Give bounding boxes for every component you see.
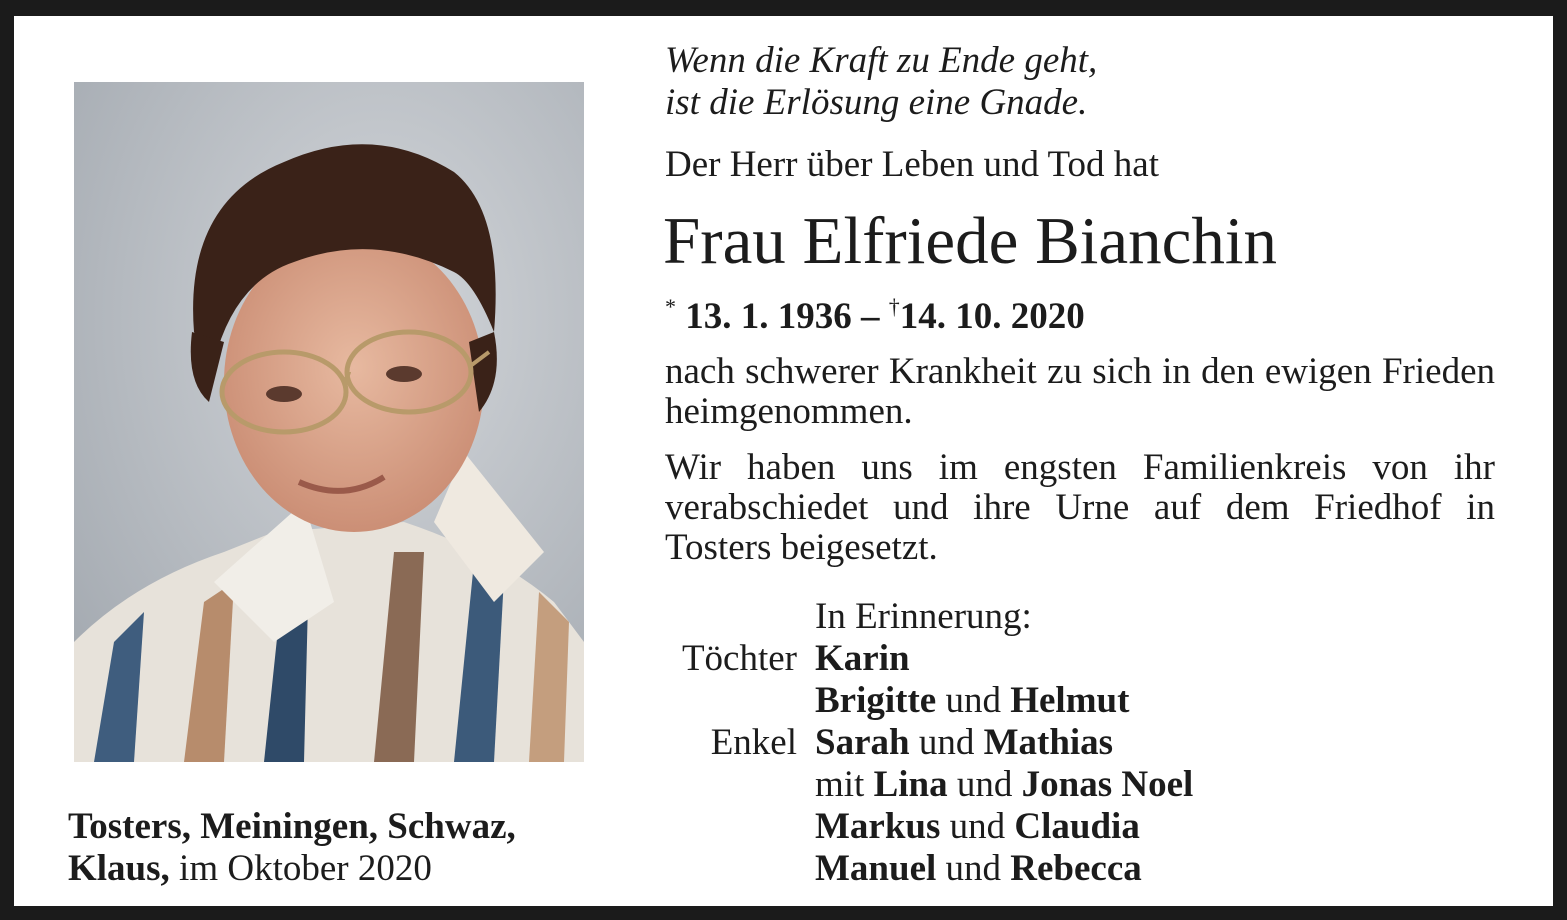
family-names <box>815 764 1193 806</box>
life-dates <box>665 285 1085 339</box>
family-prefix: mit <box>815 764 865 805</box>
date-dash: – <box>861 296 880 337</box>
place-line-2-bold: Klaus, <box>68 848 170 889</box>
family-names <box>815 680 1129 722</box>
family-name-1: Brigitte <box>815 680 937 721</box>
motto-line-2: ist die Erlösung eine Gnade. <box>665 82 1088 123</box>
death-symbol: † <box>888 294 900 319</box>
motto-quote <box>665 40 1097 124</box>
birth-symbol: * <box>665 294 676 319</box>
family-name-1: Manuel <box>815 848 937 889</box>
family-names <box>815 806 1140 848</box>
family-name-2: Claudia <box>1014 806 1140 847</box>
family-name-1: Markus <box>815 806 941 847</box>
motto-line-1: Wenn die Kraft zu Ende geht, <box>665 40 1098 81</box>
family-name-2: Rebecca <box>1010 848 1142 889</box>
paragraph-urne: Wir haben uns im engsten Familienkreis von ihr verabschiedet und ihre Urne auf dem Friedhof in Tosters beigesetzt. <box>665 447 1495 568</box>
portrait-photo <box>74 82 584 762</box>
family-name-1: Karin <box>815 638 910 679</box>
family-joiner: und <box>949 806 1006 847</box>
portrait-illustration <box>74 82 584 762</box>
birth-date: 13. 1. 1936 <box>685 296 852 337</box>
family-role: Enkel <box>710 722 797 763</box>
remembrance-label: In Erinnerung: <box>815 596 1032 637</box>
family-names <box>815 638 910 680</box>
family-role: Töchter <box>681 638 797 679</box>
family-joiner: und <box>945 848 1002 889</box>
death-date: 14. 10. 2020 <box>899 296 1085 337</box>
place-line-2 <box>68 848 432 890</box>
family-name-2: Helmut <box>1010 680 1130 721</box>
family-joiner: und <box>945 680 1001 721</box>
family-names <box>815 722 1113 764</box>
family-name-1: Lina <box>873 764 948 805</box>
family-names <box>815 848 1142 890</box>
family-joiner: und <box>956 764 1013 805</box>
paragraph-heimgenommen: nach schwerer Krankheit zu sich in den ewigen Frieden heimgenommen. <box>665 351 1495 432</box>
deceased-name: Frau Elfriede Bianchin <box>663 204 1277 278</box>
family-name-1: Sarah <box>815 722 910 763</box>
family-name-2: Mathias <box>983 722 1114 763</box>
place-line-1: Tosters, Meiningen, Schwaz, <box>68 806 516 847</box>
family-name-2: Jonas Noel <box>1021 764 1194 805</box>
place-line-2-rest: im Oktober 2020 <box>179 848 432 889</box>
family-joiner: und <box>918 722 975 763</box>
intro-line: Der Herr über Leben und Tod hat <box>665 144 1159 185</box>
